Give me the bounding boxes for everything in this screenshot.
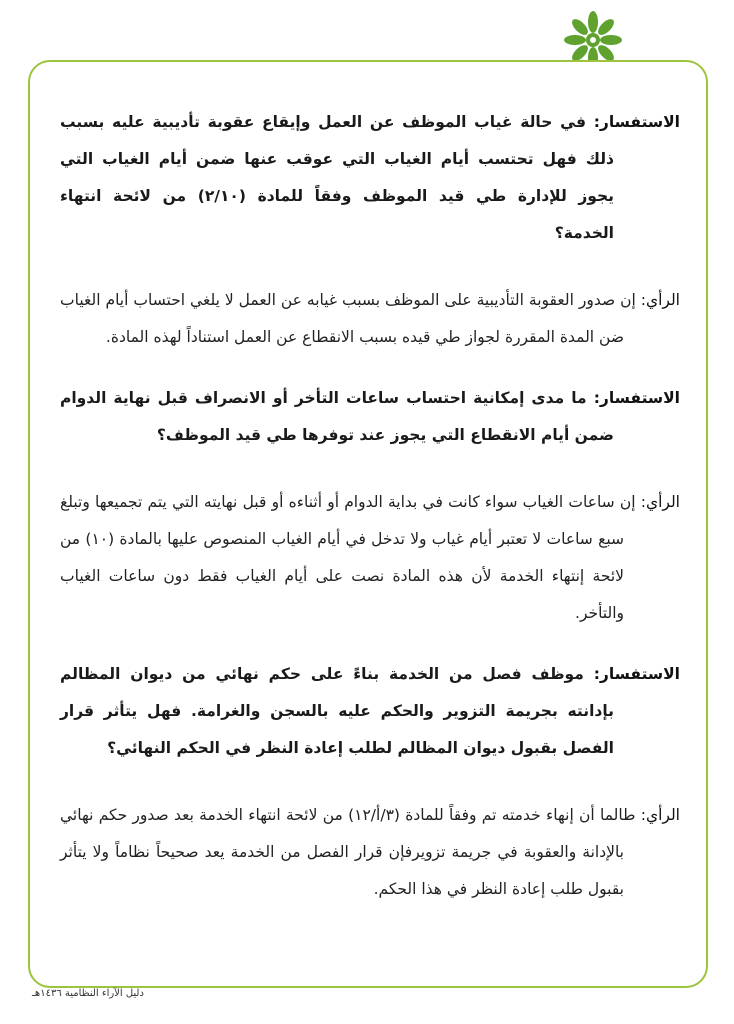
page-footer: دليل الآراء النظامية ١٤٣٦هـ: [32, 988, 144, 999]
question-label: الاستفسار:: [593, 389, 680, 407]
answer-3: [60, 797, 680, 908]
answer-text: إن صدور العقوبة التأديبية على الموظف بسبب غيابه عن العمل لا يلغي احتساب أيام الغياب ضن المدة المقررة لجواز طي قيده بسبب الانقطاع عن العمل استناداً لهذه المادة.: [60, 291, 641, 346]
question-3: [60, 656, 680, 767]
answer-1: [60, 282, 680, 356]
document-body: [60, 104, 680, 908]
answer-label: الرأي:: [640, 291, 680, 309]
question-text: في حالة غياب الموظف عن العمل وإيقاع عقوبة تأديبية عليه بسبب ذلك فهل تحتسب أيام الغياب التي عوقب عنها ضمن أيام الغياب التي يجوز للإدارة طي قيد الموظف وفقاً للمادة (٢/١٠) من لائحة انتهاء الخدمة؟: [60, 113, 615, 242]
answer-text: طالما أن إنهاء خدمته تم وفقاً للمادة (٣/أ/١٢) من لائحة انتهاء الخدمة بعد صدور حكم نهائي بالإدانة والعقوبة في جريمة تزويرفإن قرار الفصل من الخدمة يعد صحيحاً نظاماً ولا يتأثر بقبول طلب إعادة النظر في هذا الحكم.: [60, 806, 641, 898]
question-text: ما مدى إمكانية احتساب ساعات التأخر أو الانصراف قبل نهاية الدوام ضمن أيام الانقطاع التي يجوز عند توفرها طي قيد الموظف؟: [60, 389, 614, 444]
question-text: موظف فصل من الخدمة بناءً على حكم نهائي من ديوان المظالم بإدانته بجريمة التزوير والحكم عليه بالسجن والغرامة. فهل يتأثر قرار الفصل بقبول ديوان المظالم لطلب إعادة النظر في الحكم النهائي؟: [60, 665, 614, 757]
question-label: الاستفسار:: [593, 113, 680, 131]
answer-text: إن ساعات الغياب سواء كانت في بداية الدوام أو أثناءه أو قبل نهايته التي يتم تجميعها وتبلغ سبع ساعات لا تعتبر أيام غياب ولا تدخل في أيام الغياب المنصوص عليها بالمادة (١٠) من لائحة إنتهاء الخدمة لأن هذه المادة نصت على أيام الغياب فقط دون ساعات الغياب والتأخر.: [60, 493, 641, 622]
question-1: [60, 104, 680, 252]
answer-label: الرأي:: [640, 493, 680, 511]
answer-label: الرأي:: [640, 806, 680, 824]
question-2: [60, 380, 680, 454]
answer-2: [60, 484, 680, 632]
question-label: الاستفسار:: [593, 665, 680, 683]
